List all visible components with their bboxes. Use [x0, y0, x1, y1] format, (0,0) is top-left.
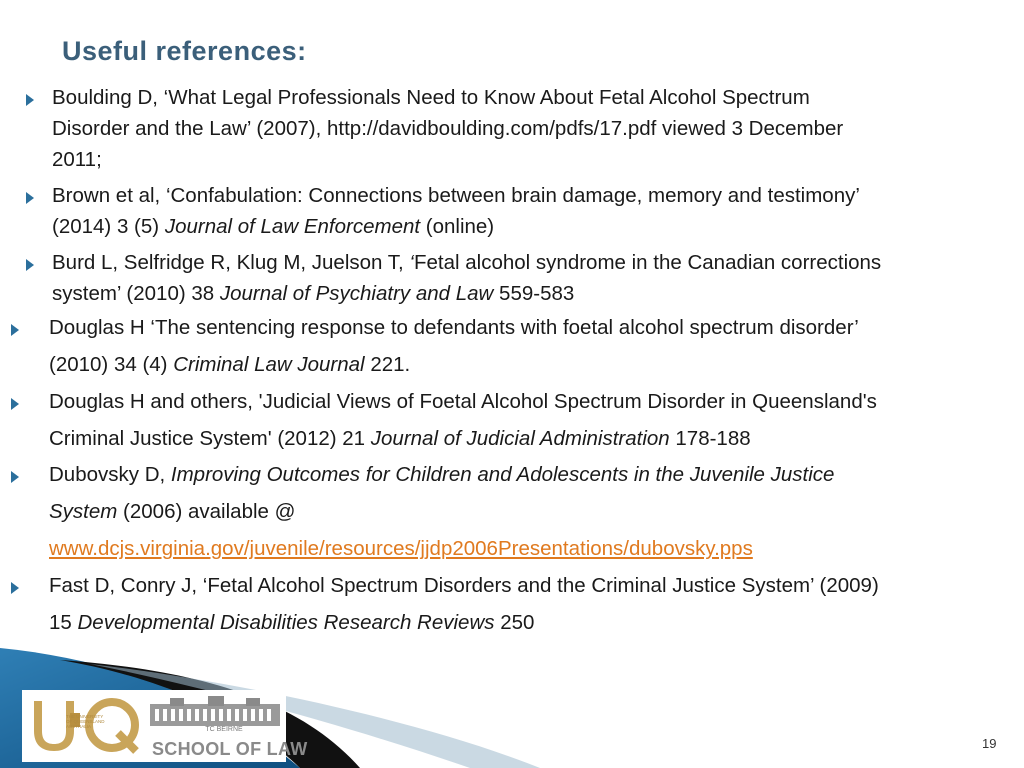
- reference-link[interactable]: www.dcjs.virginia.gov/juvenile/resources/jjdp2006Presentations/dubovsky.pps: [49, 537, 753, 560]
- reference-text: 559-583: [493, 282, 575, 305]
- reference-italic-text: Improving Outcomes for Children and Adolescents in the Juvenile Justice: [170, 463, 835, 486]
- reference-text: Douglas H ‘The sentencing response to defendants with foetal alcohol spectrum disorder’: [49, 316, 859, 339]
- reference-italic-text: Criminal Law Journal: [173, 353, 365, 376]
- reference-italic-text: System: [49, 500, 118, 523]
- reference-text: system’ (2010) 38: [52, 282, 220, 305]
- reference-text: (online): [420, 215, 495, 238]
- reference-text: Fast D, Conry J, ‘Fetal Alcohol Spectrum Disorders and the Criminal Justice System’ (2009): [49, 574, 879, 597]
- reference-text: Brown et al, ‘Confabulation: Connections between brain damage, memory and testimony’: [52, 184, 860, 207]
- logo-bar: [22, 690, 308, 762]
- reference-text: (2014) 3 (5): [52, 215, 165, 238]
- reference-text: (2010) 34 (4): [49, 353, 174, 376]
- uq-text: THE UNIVERSITY OF QUEENSLAND AUSTRALIA: [66, 714, 105, 729]
- reference-text: 221.: [364, 353, 411, 376]
- reference-italic-text: Developmental Disabilities Research Reviews: [77, 611, 495, 634]
- reference-text: 15: [49, 611, 78, 634]
- reference-text: Burd L, Selfridge R, Klug M, Juelson T,: [52, 251, 410, 274]
- reference-text: 178-188: [669, 427, 751, 450]
- page-number: 19: [982, 736, 997, 751]
- school-building-icon: [150, 696, 280, 726]
- reference-italic-text: Journal of Judicial Administration: [370, 427, 670, 450]
- reference-text: 250: [494, 611, 535, 634]
- reference-italic-text: Journal of Psychiatry and Law: [219, 282, 494, 305]
- reference-text: 2011;: [52, 148, 102, 171]
- school-name: SCHOOL OF LAW: [152, 739, 308, 759]
- reference-text: Criminal Justice System' (2012) 21: [49, 427, 371, 450]
- reference-text: Disorder and the Law’ (2007), http://davidboulding.com/pdfs/17.pdf viewed 3 December: [52, 117, 844, 140]
- school-subtitle: TC BEIRNE: [205, 726, 243, 733]
- slide-title: Useful references:: [62, 36, 307, 66]
- reference-text: Dubovsky D,: [49, 463, 171, 486]
- reference-text: Douglas H and others, 'Judicial Views of Foetal Alcohol Spectrum Disorder in Queensland's: [49, 390, 877, 413]
- reference-italic-text: Journal of Law Enforcement: [164, 215, 421, 238]
- reference-text: Fetal alcohol syndrome in the Canadian corrections: [413, 251, 882, 274]
- reference-text: Boulding D, ‘What Legal Professionals Need to Know About Fetal Alcohol Spectrum: [52, 86, 810, 109]
- reference-italic-text: ‘: [409, 251, 414, 274]
- reference-text: (2006) available @: [117, 500, 296, 523]
